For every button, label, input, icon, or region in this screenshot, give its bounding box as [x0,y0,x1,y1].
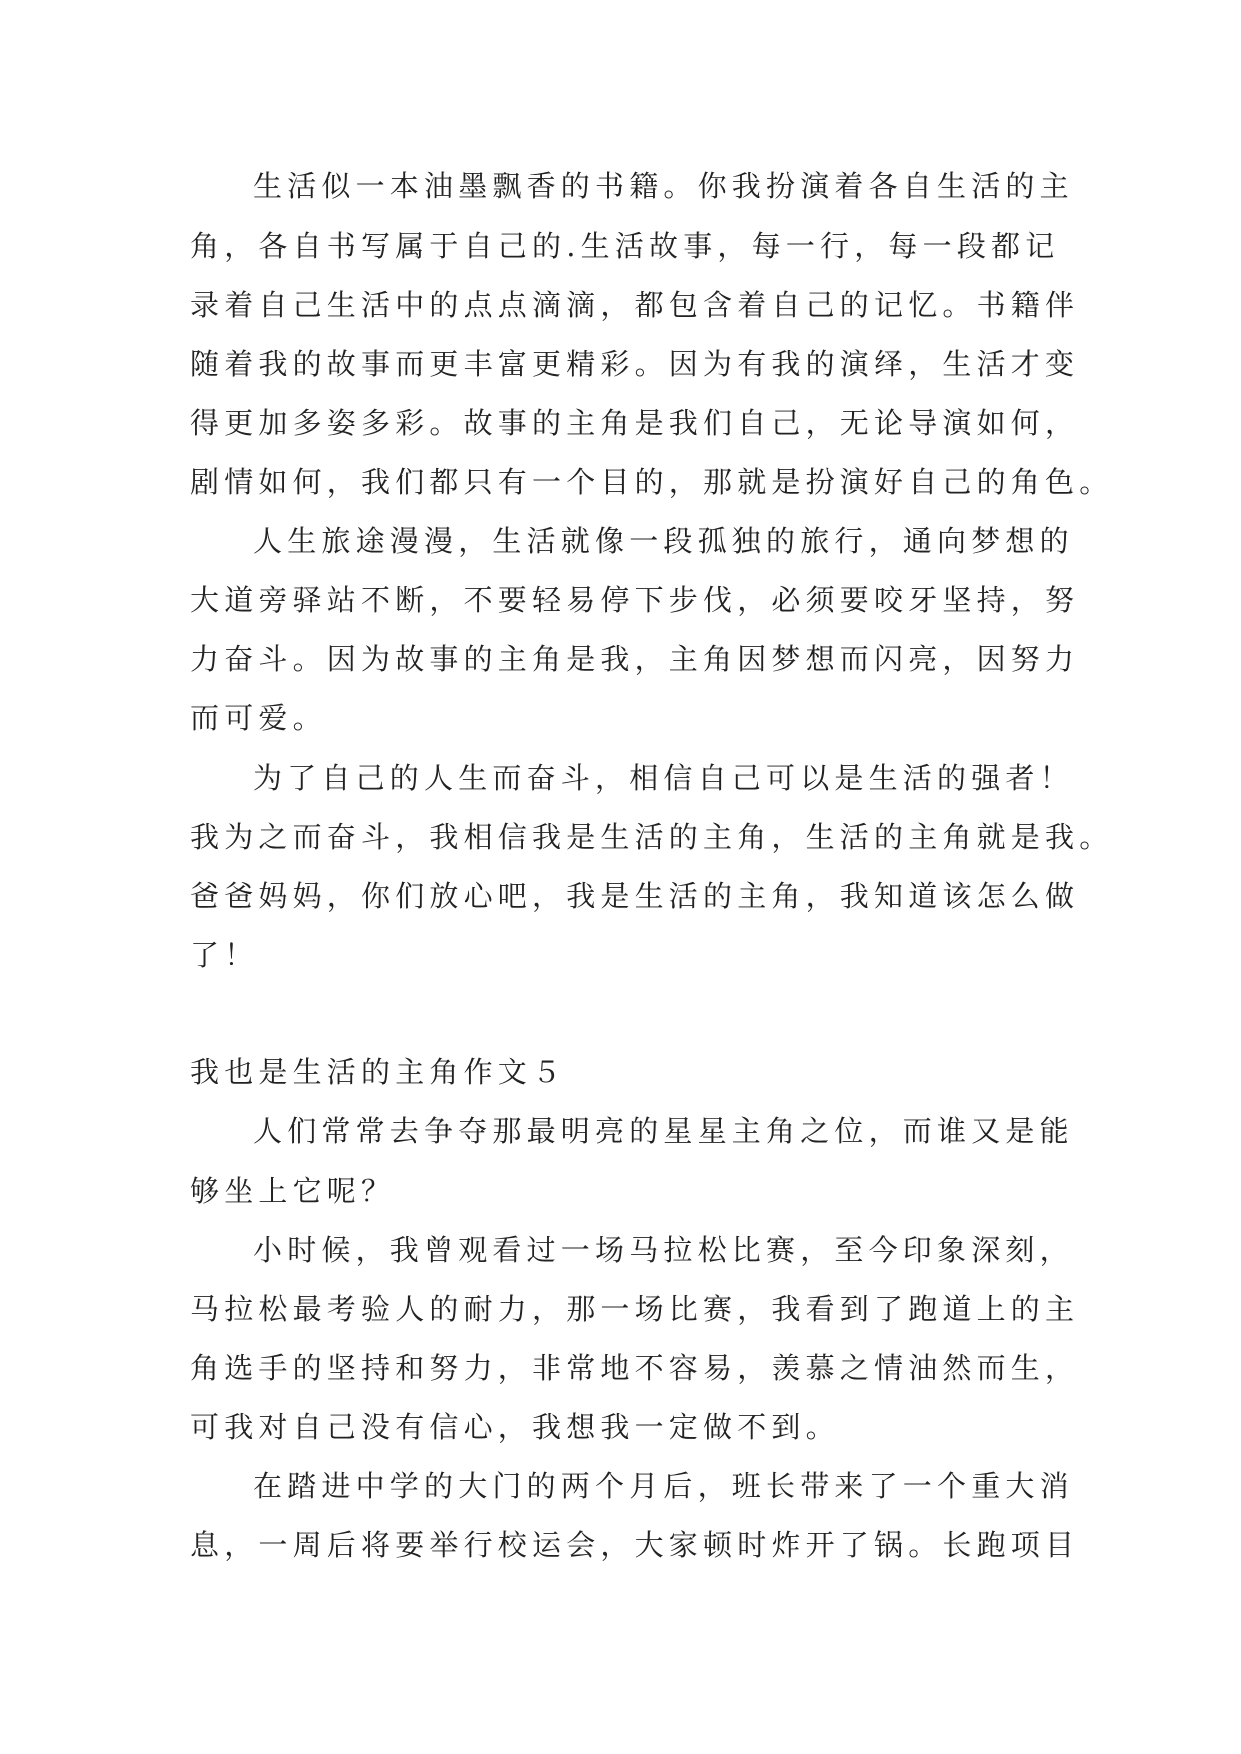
text-line: 随着我的故事而更丰富更精彩。因为有我的演绎，生活才变 [190,347,1080,381]
text-line: 录着自己生活中的点点滴滴，都包含着自己的记忆。书籍伴 [190,288,1080,322]
text-line: 大道旁驿站不断，不要轻易停下步伐，必须要咬牙坚持，努 [190,583,1080,617]
text-line: 在踏进中学的大门的两个月后，班长带来了一个重大消 [253,1469,1074,1503]
text-line: 力奋斗。因为故事的主角是我，主角因梦想而闪亮，因努力 [190,642,1080,676]
text-line: 角选手的坚持和努力，非常地不容易，羡慕之情油然而生， [190,1351,1080,1385]
text-line: 可我对自己没有信心，我想我一定做不到。 [190,1410,840,1444]
text-line: 角，各自书写属于自己的.生活故事，每一行，每一段都记 [190,229,1060,263]
text-line: 而可爱。 [190,701,327,735]
text-line: 马拉松最考验人的耐力，那一场比赛，我看到了跑道上的主 [190,1292,1080,1326]
section-heading: 我也是生活的主角作文５ [190,1055,567,1089]
text-line: 剧情如何，我们都只有一个目的，那就是扮演好自己的角色。 [190,465,1114,499]
text-line: 人生旅途漫漫，生活就像一段孤独的旅行，通向梦想的 [253,524,1074,558]
text-line: 息，一周后将要举行校运会，大家顿时炸开了锅。长跑项目 [190,1528,1080,1562]
text-line: 了！ [190,938,259,972]
text-line: 人们常常去争夺那最明亮的星星主角之位，而谁又是能 [253,1114,1074,1148]
text-line: 得更加多姿多彩。故事的主角是我们自己，无论导演如何， [190,406,1080,440]
text-line: 为了自己的人生而奋斗，相信自己可以是生活的强者！ [253,761,1074,795]
text-line: 我为之而奋斗，我相信我是生活的主角，生活的主角就是我。 [190,820,1114,854]
text-line: 小时候，我曾观看过一场马拉松比赛，至今印象深刻， [253,1233,1074,1267]
text-line: 生活似一本油墨飘香的书籍。你我扮演着各自生活的主 [253,169,1074,203]
text-line: 够坐上它呢？ [190,1174,396,1208]
text-line: 爸爸妈妈，你们放心吧，我是生活的主角，我知道该怎么做 [190,879,1080,913]
